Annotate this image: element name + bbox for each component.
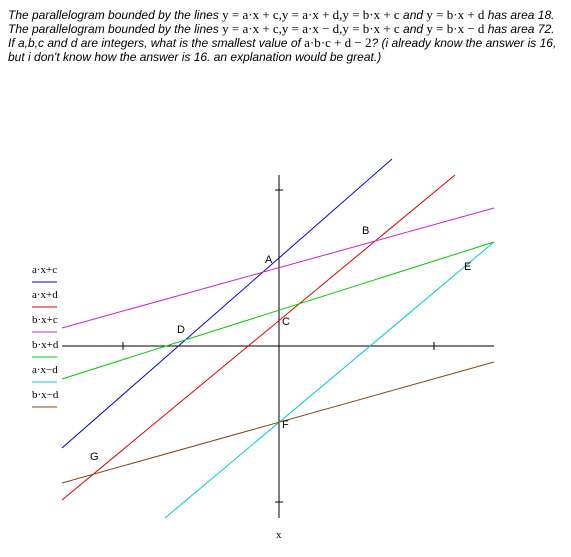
series-line-2 bbox=[62, 175, 455, 500]
point-label: F bbox=[282, 419, 289, 431]
series-line-6 bbox=[62, 362, 494, 483]
x-axis-label: x bbox=[276, 529, 282, 541]
question-part: and bbox=[399, 22, 427, 36]
point-label: A bbox=[265, 254, 273, 266]
point-label: E bbox=[464, 261, 472, 273]
point-label: C bbox=[282, 316, 290, 328]
point-labels bbox=[90, 225, 471, 463]
question-part: ? (i already know the answer is 16, but i don't know how the answer is 16. an explanation would be great.) bbox=[8, 36, 557, 64]
legend-label: a·x+c bbox=[32, 264, 58, 276]
math-expression: a·b·c + d − 2 bbox=[304, 35, 372, 50]
legend-label: a·x+d bbox=[32, 289, 58, 301]
point-label: D bbox=[177, 324, 185, 336]
point-label: G bbox=[90, 451, 99, 463]
series-line-5 bbox=[165, 242, 494, 518]
question-part: has area 72. If a,b,c and d are integers, what is the smallest value of bbox=[8, 22, 555, 50]
point-label: B bbox=[362, 225, 370, 237]
legend-label: a·x−d bbox=[32, 364, 58, 376]
math-expression: y = a·x + c,y = a·x + d,y = b·x + c bbox=[222, 7, 400, 22]
question-part: has area 18. The parallelogram bounded by the lines bbox=[8, 8, 555, 36]
legend-label: b·x−d bbox=[32, 389, 59, 401]
math-expression: y = b·x − d bbox=[426, 21, 485, 36]
math-expression: y = b·x + d bbox=[426, 7, 485, 22]
series-lines bbox=[62, 159, 494, 518]
question-part: and bbox=[399, 8, 427, 22]
math-expression: y = a·x + c,y = a·x − d,y = b·x + c bbox=[222, 21, 400, 36]
legend bbox=[32, 264, 59, 407]
legend-label: b·x+d bbox=[32, 339, 59, 351]
question-part: The parallelogram bounded by the lines bbox=[8, 8, 223, 22]
legend-label: b·x+c bbox=[32, 314, 58, 326]
